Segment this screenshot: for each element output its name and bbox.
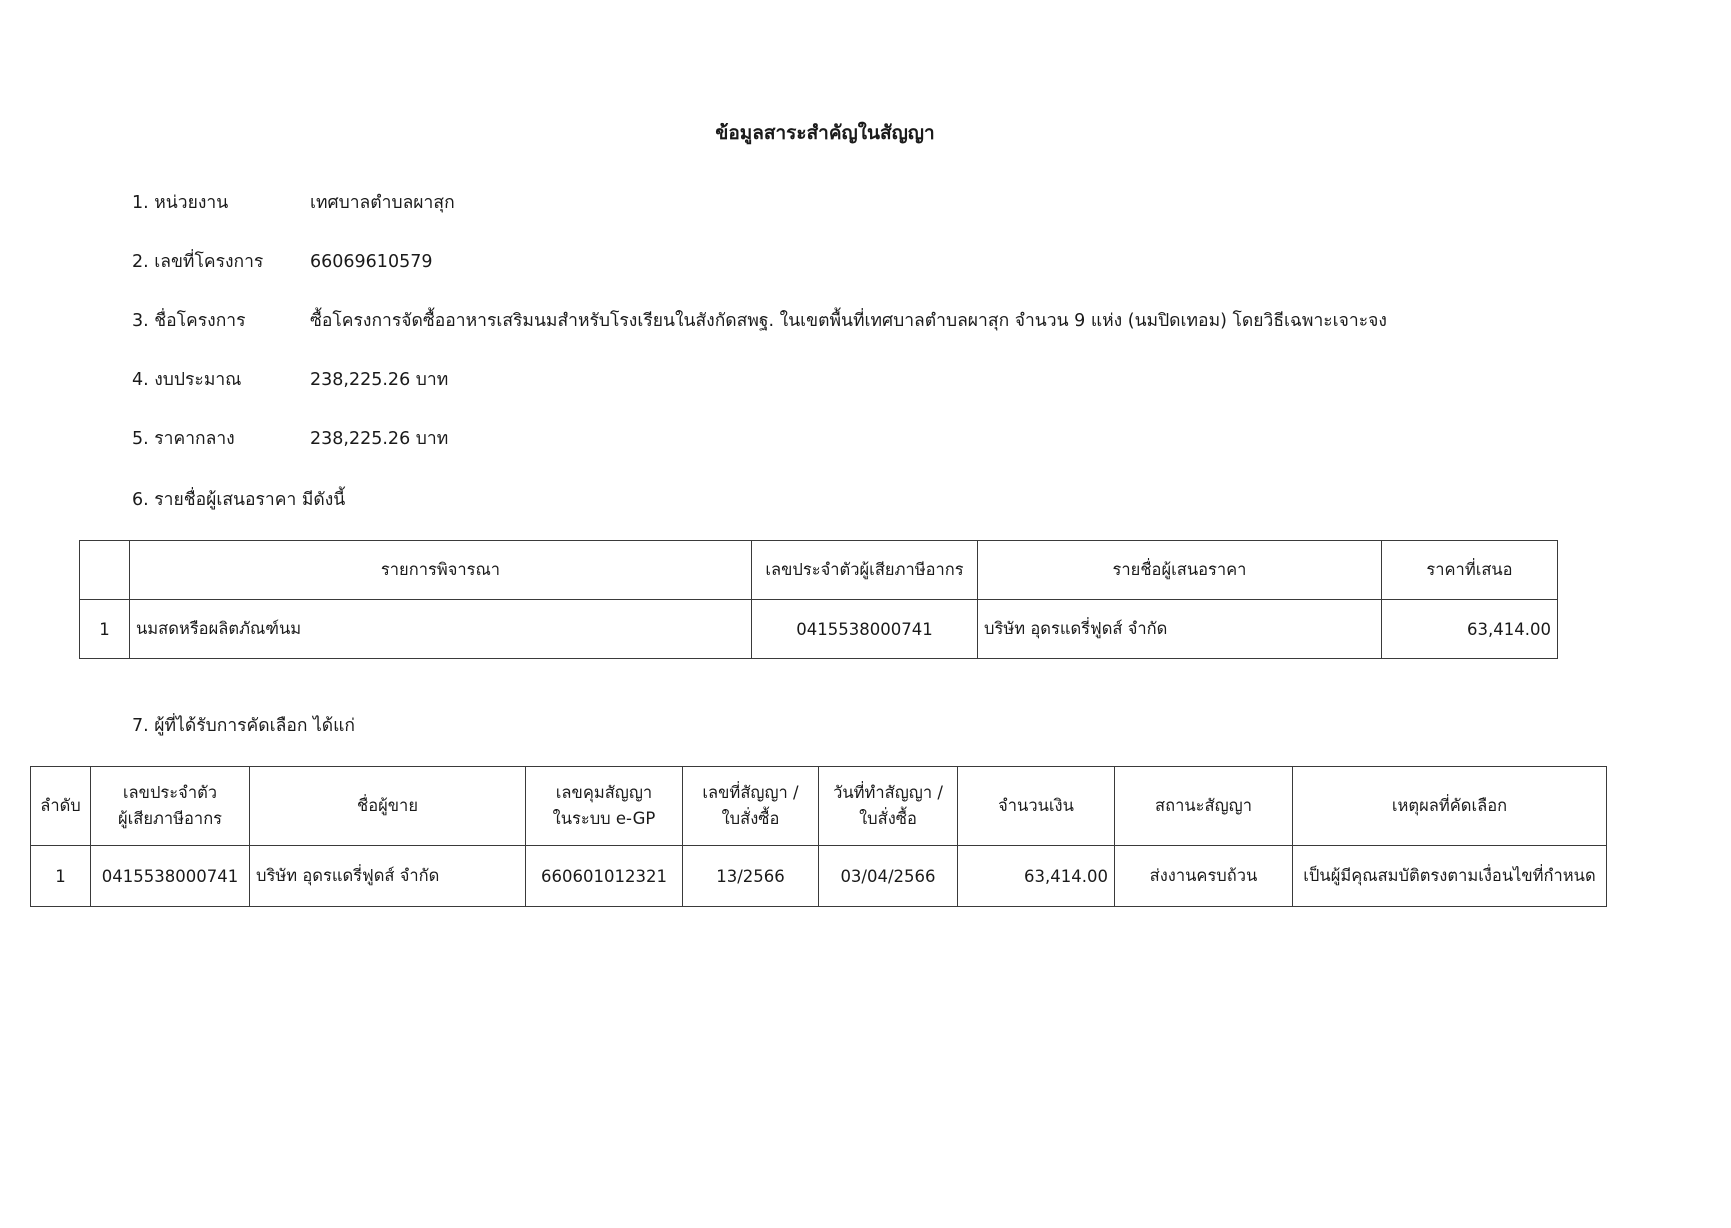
winners-header-contract-number: เลขที่สัญญา / ใบสั่งซื้อ: [683, 767, 819, 846]
bidders-header-index: [80, 541, 130, 600]
winner-egp-control-number-cell: 660601012321: [526, 846, 683, 907]
winners-header-tax-id: เลขประจำตัว ผู้เสียภาษีอากร: [91, 767, 250, 846]
info-agency: [132, 188, 455, 216]
winner-contract-date-cell: 03/04/2566: [819, 846, 958, 907]
bidders-header-offer-price: ราคาที่เสนอ: [1382, 541, 1558, 600]
info-project-name: [132, 306, 1387, 334]
winner-order-cell: 1: [31, 846, 91, 907]
winner-contract-number-cell: 13/2566: [683, 846, 819, 907]
winner-seller-name-cell: บริษัท อุดรแดรี่ฟูดส์ จำกัด: [250, 846, 526, 907]
info-project-number-value: 66069610579: [310, 252, 433, 272]
winner-selection-reason-cell: เป็นผู้มีคุณสมบัติตรงตามเงื่อนไขที่กำหนด: [1293, 846, 1607, 907]
bidder-price-cell: 63,414.00: [1382, 600, 1558, 659]
winner-contract-status-cell: ส่งงานครบถ้วน: [1115, 846, 1293, 907]
winners-header-egp-control-number: เลขคุมสัญญา ในระบบ e-GP: [526, 767, 683, 846]
bidders-table: [79, 540, 1558, 659]
winners-header-amount: จำนวนเงิน: [958, 767, 1115, 846]
bidders-header-tax-id: เลขประจำตัวผู้เสียภาษีอากร: [752, 541, 978, 600]
winners-header-row: [31, 767, 1607, 846]
winners-header-contract-status: สถานะสัญญา: [1115, 767, 1293, 846]
bidder-item-cell: นมสดหรือผลิตภัณฑ์นม: [130, 600, 752, 659]
bidder-name-cell: บริษัท อุดรแดรี่ฟูดส์ จำกัด: [978, 600, 1382, 659]
page-title: ข้อมูลสาระสำคัญในสัญญา: [715, 122, 935, 144]
info-project-number: [132, 247, 432, 275]
info-project-number-label: 2. เลขที่โครงการ: [132, 252, 264, 272]
winner-tax-id-cell: 0415538000741: [91, 846, 250, 907]
bidders-header-bidder-name: รายชื่อผู้เสนอราคา: [978, 541, 1382, 600]
bidders-section-label: 6. รายชื่อผู้เสนอราคา มีดังนี้: [132, 490, 346, 510]
table-row: [31, 846, 1607, 907]
bidder-tax-id-cell: 0415538000741: [752, 600, 978, 659]
bidder-index-cell: 1: [80, 600, 130, 659]
winners-header-seller-name: ชื่อผู้ขาย: [250, 767, 526, 846]
info-project-name-value: ซื้อโครงการจัดซื้ออาหารเสริมนมสำหรับโรงเรียนในสังกัดสพฐ. ในเขตพื้นที่เทศบาลตำบลผาสุก จำนวน 9 แห่ง (นมปิดเทอม) โดยวิธีเฉพาะเจาะจง: [310, 311, 1387, 331]
winners-header-contract-date: วันที่ทำสัญญา / ใบสั่งซื้อ: [819, 767, 958, 846]
winners-section-label: 7. ผู้ที่ได้รับการคัดเลือก ได้แก่: [132, 716, 356, 736]
winners-header-selection-reason: เหตุผลที่คัดเลือก: [1293, 767, 1607, 846]
info-budget-value: 238,225.26 บาท: [310, 370, 449, 390]
bidders-header-row: [80, 541, 1558, 600]
winner-amount-cell: 63,414.00: [958, 846, 1115, 907]
table-row: [80, 600, 1558, 659]
winners-header-order: ลำดับ: [31, 767, 91, 846]
bidders-header-item: รายการพิจารณา: [130, 541, 752, 600]
info-median-price: [132, 424, 448, 452]
info-agency-value: เทศบาลตำบลผาสุก: [310, 193, 455, 213]
info-project-name-label: 3. ชื่อโครงการ: [132, 311, 246, 331]
info-budget: [132, 365, 448, 393]
info-budget-label: 4. งบประมาณ: [132, 370, 242, 390]
info-median-price-label: 5. ราคากลาง: [132, 429, 235, 449]
info-agency-label: 1. หน่วยงาน: [132, 193, 229, 213]
winners-table: [30, 766, 1607, 907]
info-median-price-value: 238,225.26 บาท: [310, 429, 449, 449]
